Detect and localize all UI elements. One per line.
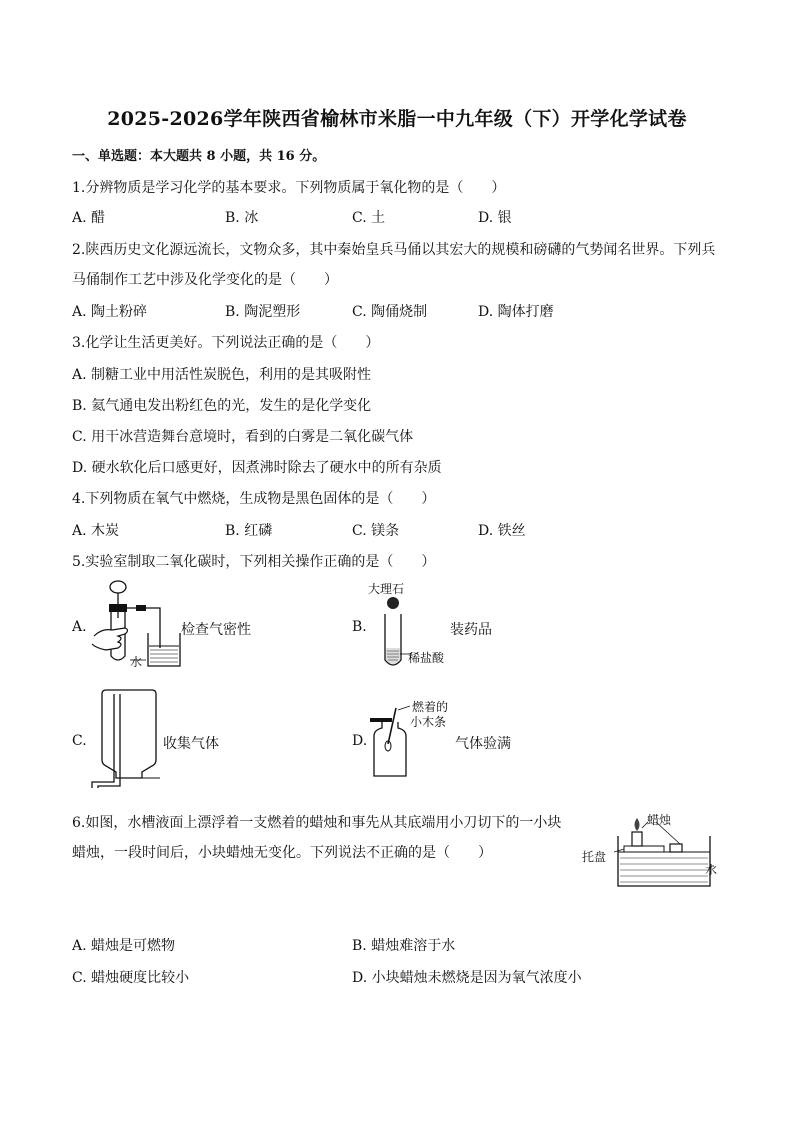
q6-option-a: A. 蜡烛是可燃物	[72, 938, 176, 954]
exam-title: 2025-2026学年陕西省榆林市米脂一中九年级（下）开学化学试卷	[107, 108, 687, 130]
q3-option-c: C. 用干冰营造舞台意境时，看到的白雾是二氧化碳气体	[72, 429, 414, 445]
q5-option-b-label: 装药品	[450, 622, 492, 638]
question-1-stem: 1.分辨物质是学习化学的基本要求。下列物质属于氧化物的是（ ）	[72, 180, 506, 196]
q6-option-c: C. 蜡烛硬度比较小	[72, 970, 190, 986]
q5-a-water-label: 水	[130, 655, 143, 669]
check-full-figure	[366, 704, 412, 780]
q5-d-splint-label-1: 燃着的	[412, 700, 449, 714]
q5-option-c-label: 收集气体	[163, 736, 219, 752]
q5-option-a-label: 检查气密性	[181, 622, 251, 638]
question-2-stem-line2: 马俑制作工艺中涉及化学变化的是（ ）	[72, 272, 338, 288]
q1-option-d: D. 银	[478, 210, 512, 226]
q3-option-b: B. 氦气通电发出粉红色的光，发生的是化学变化	[72, 398, 372, 414]
q6-candle-label: 蜡烛	[647, 813, 672, 827]
q6-tray-label: 托盘	[582, 850, 607, 864]
q2-option-d: D. 陶体打磨	[478, 304, 554, 320]
q4-option-b: B. 红磷	[225, 523, 273, 539]
question-2-stem-line1: 2.陕西历史文化源远流长，文物众多，其中秦始皇兵马俑以其宏大的规模和磅礴的气势闻名世界。下列兵	[72, 242, 716, 258]
q5-d-splint-label-2: 小木条	[410, 715, 447, 729]
q1-option-b: B. 冰	[225, 210, 259, 226]
q5-option-d-label: 气体验满	[455, 736, 511, 752]
q2-option-b: B. 陶泥塑形	[225, 304, 301, 320]
q5-option-a-letter: A.	[72, 619, 87, 635]
question-4-stem: 4.下列物质在氧气中燃烧，生成物是黑色固体的是（ ）	[72, 491, 436, 507]
question-3-stem: 3.化学让生活更美好。下列说法正确的是（ ）	[72, 335, 380, 351]
question-6-stem-line1: 6.如图，水槽液面上漂浮着一支燃着的蜡烛和事先从其底端用小刀切下的一小块	[72, 815, 562, 831]
collect-gas-figure	[86, 686, 162, 790]
q6-option-d: D. 小块蜡烛未燃烧是因为氧气浓度小	[352, 970, 582, 986]
q3-option-a: A. 制糖工业中用活性炭脱色，利用的是其吸附性	[72, 367, 372, 383]
q4-option-c: C. 镁条	[352, 523, 400, 539]
question-6-stem-line2: 蜡烛，一段时间后，小块蜡烛无变化。下列说法不正确的是（ ）	[72, 845, 492, 861]
q1-option-a: A. 醋	[72, 210, 106, 226]
q5-option-c-letter: C.	[72, 733, 87, 749]
q1-option-c: C. 土	[352, 210, 386, 226]
q3-option-d: D. 硬水软化后口感更好，因煮沸时除去了硬水中的所有杂质	[72, 460, 442, 476]
q4-option-d: D. 铁丝	[478, 523, 526, 539]
q2-option-a: A. 陶土粉碎	[72, 304, 148, 320]
q5-option-d-letter: D.	[352, 733, 368, 749]
q6-option-b: B. 蜡烛难溶于水	[352, 938, 456, 954]
question-5-stem: 5.实验室制取二氧化碳时，下列相关操作正确的是（ ）	[72, 554, 436, 570]
q4-option-a: A. 木炭	[72, 523, 120, 539]
q5-option-b-letter: B.	[352, 619, 367, 635]
q5-b-acid-label: 稀盐酸	[408, 651, 445, 665]
section-heading: 一、单选题：本大题共 8 小题，共 16 分。	[72, 149, 326, 164]
q5-b-marble-label: 大理石	[368, 582, 405, 596]
q6-water-label: 水	[705, 863, 718, 877]
q2-option-c: C. 陶俑烧制	[352, 304, 428, 320]
